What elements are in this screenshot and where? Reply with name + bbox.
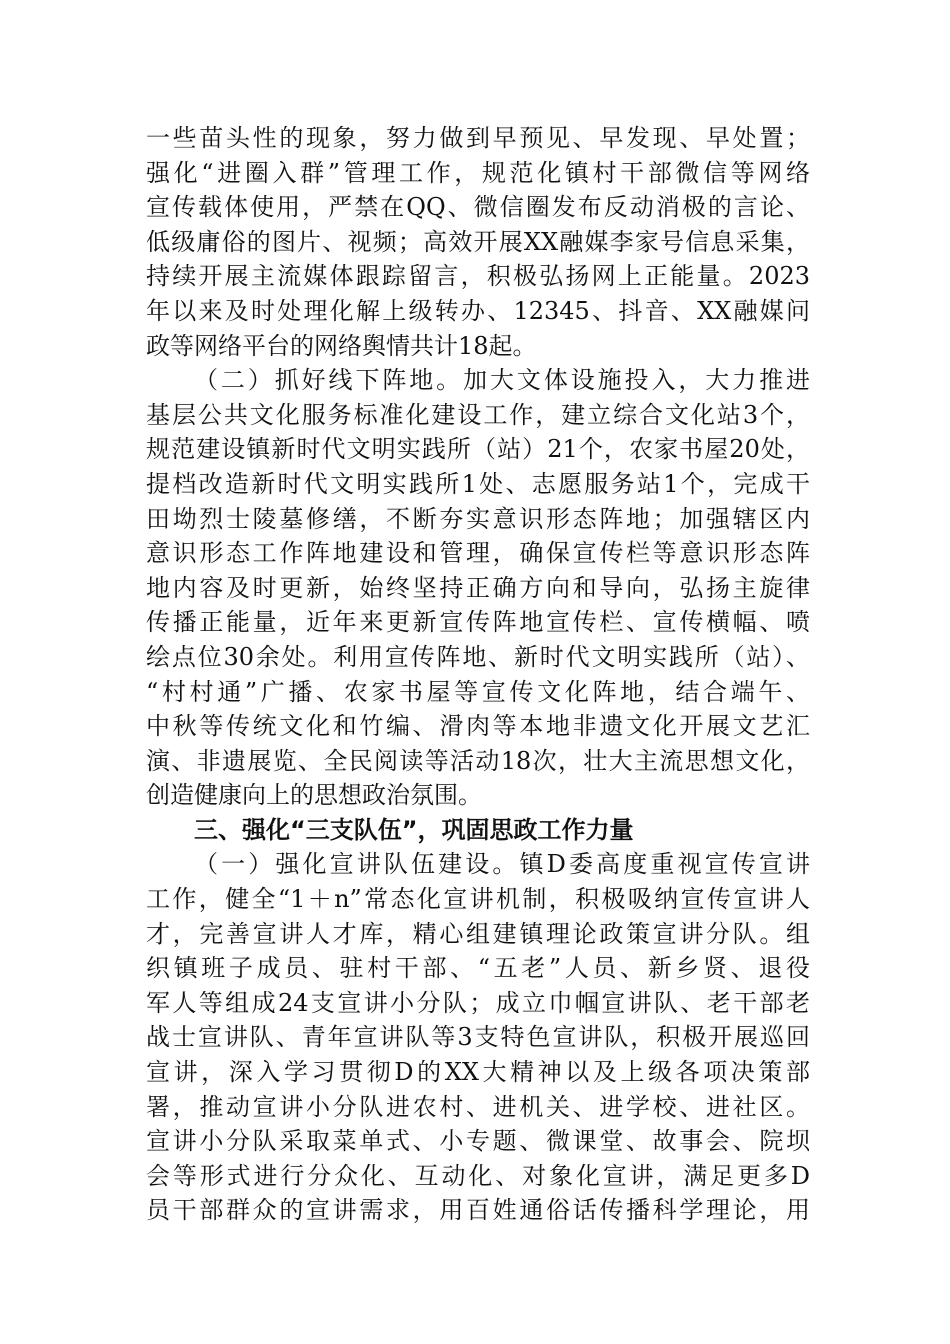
text-line: 宣传载体使用，严禁在QQ、微信圈发布反动消极的言论、: [146, 193, 810, 222]
text-line: 持续开展主流媒体跟踪留言，积极弘扬网上正能量。2023: [146, 262, 810, 291]
text-line: 宣讲小分队采取菜单式、小专题、微课堂、故事会、院坝: [146, 1127, 810, 1156]
text-line: 绘点位30余处。利用宣传阵地、新时代文明实践所（站）、: [146, 642, 810, 671]
text-line: 署，推动宣讲小分队进农村、进机关、进学校、进社区。: [146, 1092, 810, 1121]
text-line: 军人等组成24支宣讲小分队；成立巾帼宣讲队、老干部老: [146, 988, 810, 1017]
text-line: 田坳烈士陵墓修缮，不断夯实意识形态阵地；加强辖区内: [146, 504, 810, 533]
text-line: 演、非遗展览、全民阅读等活动18次，壮大主流思想文化，: [146, 746, 810, 775]
text-line: 宣讲，深入学习贯彻D的XX大精神以及上级各项决策部: [146, 1058, 810, 1087]
text-line: 年以来及时处理化解上级转办、12345、抖音、XX融媒问: [146, 296, 810, 325]
text-line: 提档改造新时代文明实践所1处、志愿服务站1个，完成干: [146, 469, 810, 498]
text-line: “村村通”广播、农家书屋等宣传文化阵地，结合端午、: [146, 677, 810, 706]
text-line: 中秋等传统文化和竹编、滑肉等本地非遗文化开展文艺汇: [146, 712, 810, 741]
text-line: 政等网络平台的网络舆情共计18起。: [146, 331, 537, 360]
text-line: 织镇班子成员、驻村干部、“五老”人员、新乡贤、退役: [146, 954, 810, 983]
text-line: 会等形式进行分众化、互动化、对象化宣讲，满足更多D: [146, 1161, 810, 1190]
text-line: 传播正能量，近年来更新宣传阵地宣传栏、宣传横幅、喷: [146, 608, 810, 637]
text-line: 地内容及时更新，始终坚持正确方向和导向，弘扬主旋律: [146, 573, 810, 602]
text-line: 创造健康向上的思想政治氛围。: [146, 781, 482, 810]
paragraph-start-line: （一）强化宣讲队伍建设。镇D委高度重视宣传宣讲: [194, 850, 810, 879]
text-line: 基层公共文化服务标准化建设工作，建立综合文化站3个，: [146, 400, 810, 429]
text-line: 才，完善宣讲人才库，精心组建镇理论政策宣讲分队。组: [146, 919, 810, 948]
text-line: 员干部群众的宣讲需求，用百姓通俗话传播科学理论，用: [146, 1196, 810, 1225]
text-line: 规范建设镇新时代文明实践所（站）21个，农家书屋20处，: [146, 435, 810, 464]
text-line: 工作，健全“1＋n”常态化宣讲机制，积极吸纳宣传宣讲人: [146, 885, 810, 914]
text-line: 一些苗头性的现象，努力做到早预见、早发现、早处置；: [146, 124, 810, 152]
paragraph-start-line: （二）抓好线下阵地。加大文体设施投入，大力推进: [194, 366, 810, 395]
text-line: 战士宣讲队、青年宣讲队等3支特色宣讲队，积极开展巡回: [146, 1023, 810, 1052]
document-body: [146, 121, 810, 1228]
section-heading: 三、强化“三支队伍”，巩固思政工作力量: [194, 815, 634, 844]
text-line: 强化“进圈入群”管理工作，规范化镇村干部微信等网络: [146, 158, 810, 187]
text-line: 意识形态工作阵地建设和管理，确保宣传栏等意识形态阵: [146, 539, 810, 568]
text-line: 低级庸俗的图片、视频；高效开展XX融媒李家号信息采集，: [146, 227, 810, 256]
